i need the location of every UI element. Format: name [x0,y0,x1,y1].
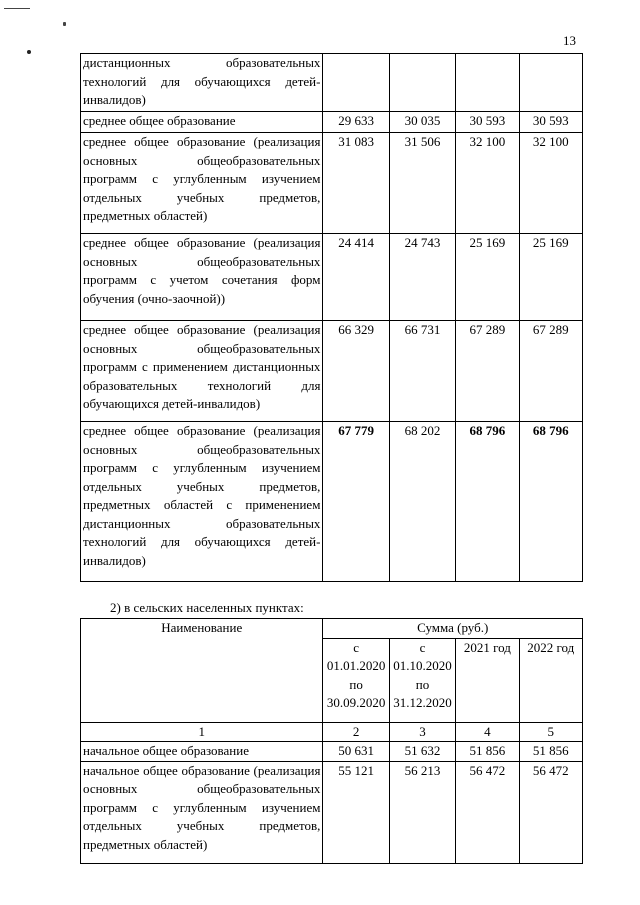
row-value: 66 329 [323,321,389,422]
table-row [81,234,583,321]
row-value: 30 593 [456,112,519,133]
header-name: Наименование [81,619,323,723]
row-value: 67 289 [456,321,519,422]
row-value: 68 796 [456,422,519,582]
col-number: 4 [456,722,519,742]
header-period-1-to-date: 30.09.2020 [326,695,386,710]
row-name: начальное общее образование [81,742,323,762]
header-period-2-from-date: 01.10.2020 [393,658,452,673]
row-value: 67 779 [323,422,389,582]
header-period-2-from-label: с [419,639,426,655]
header-period-1 [323,638,389,722]
col-number: 2 [323,722,389,742]
row-value: 32 100 [519,133,582,234]
header-period-1-to-label: по [349,676,363,692]
scan-artifact-dot [27,50,31,54]
table-row [81,742,583,762]
scan-artifact-dot [63,22,66,26]
row-value: 30 035 [389,112,455,133]
row-value [519,54,582,112]
header-period-1-from-date: 01.01.2020 [326,658,386,673]
row-value [389,54,455,112]
table-row [81,761,583,863]
header-period-2-to-date: 31.12.2020 [393,695,452,710]
row-value: 32 100 [456,133,519,234]
table-row [81,422,583,582]
row-value: 50 631 [323,742,389,762]
row-value: 51 856 [519,742,582,762]
row-value: 29 633 [323,112,389,133]
row-value: 66 731 [389,321,455,422]
header-period-1-from-label: с [353,639,360,655]
row-value: 31 506 [389,133,455,234]
row-value: 67 289 [519,321,582,422]
col-number: 3 [389,722,455,742]
row-value: 68 202 [389,422,455,582]
row-value [456,54,519,112]
header-year-2022: 2022 год [519,638,582,722]
row-value [323,54,389,112]
col-number: 1 [81,722,323,742]
row-value: 25 169 [519,234,582,321]
row-name: дистанционных образовательных технологий для обучающихся детей-инвалидов) [81,54,323,112]
row-value: 56 472 [456,761,519,863]
cost-table-continued [80,53,583,582]
table-row [81,321,583,422]
cost-table-rural [80,618,583,864]
row-name: среднее общее образование (реализация основных общеобразовательных программ с применением дистанционных образовательных технологий для обучающихся детей-инвалидов) [81,321,323,422]
section-title-rural: 2) в сельских населенных пунктах: [110,600,304,615]
row-value: 51 856 [456,742,519,762]
row-name: среднее общее образование (реализация основных общеобразовательных программ с углубленным изучением отдельных учебных предметов, предметных областей с применением дистанционных образовательных технологий для обучающихся детей-инвалидов) [81,422,323,582]
header-period-2-to-label: по [415,676,430,692]
row-value: 68 796 [519,422,582,582]
table-row [81,54,583,112]
row-value: 56 472 [519,761,582,863]
table-row [81,133,583,234]
col-number: 5 [519,722,582,742]
row-name: начальное общее образование (реализация основных общеобразовательных программ с углубленным изучением отдельных учебных предметов, предметных областей) [81,761,323,863]
row-value: 31 083 [323,133,389,234]
scan-artifact-line [4,8,30,9]
row-name: среднее общее образование [81,112,323,133]
row-value: 24 414 [323,234,389,321]
row-name: среднее общее образование (реализация основных общеобразовательных программ с учетом сочетания форм обучения (очно-заочной)) [81,234,323,321]
row-value: 51 632 [389,742,455,762]
header-period-2 [389,638,455,722]
page-number: 13 [563,33,576,48]
row-name: среднее общее образование (реализация основных общеобразовательных программ с углубленным изучением отдельных учебных предметов, предметных областей) [81,133,323,234]
row-value: 30 593 [519,112,582,133]
table-row [81,112,583,133]
header-sum: Сумма (руб.) [323,619,583,639]
row-value: 55 121 [323,761,389,863]
row-value: 25 169 [456,234,519,321]
header-year-2021: 2021 год [456,638,519,722]
row-value: 56 213 [389,761,455,863]
row-value: 24 743 [389,234,455,321]
